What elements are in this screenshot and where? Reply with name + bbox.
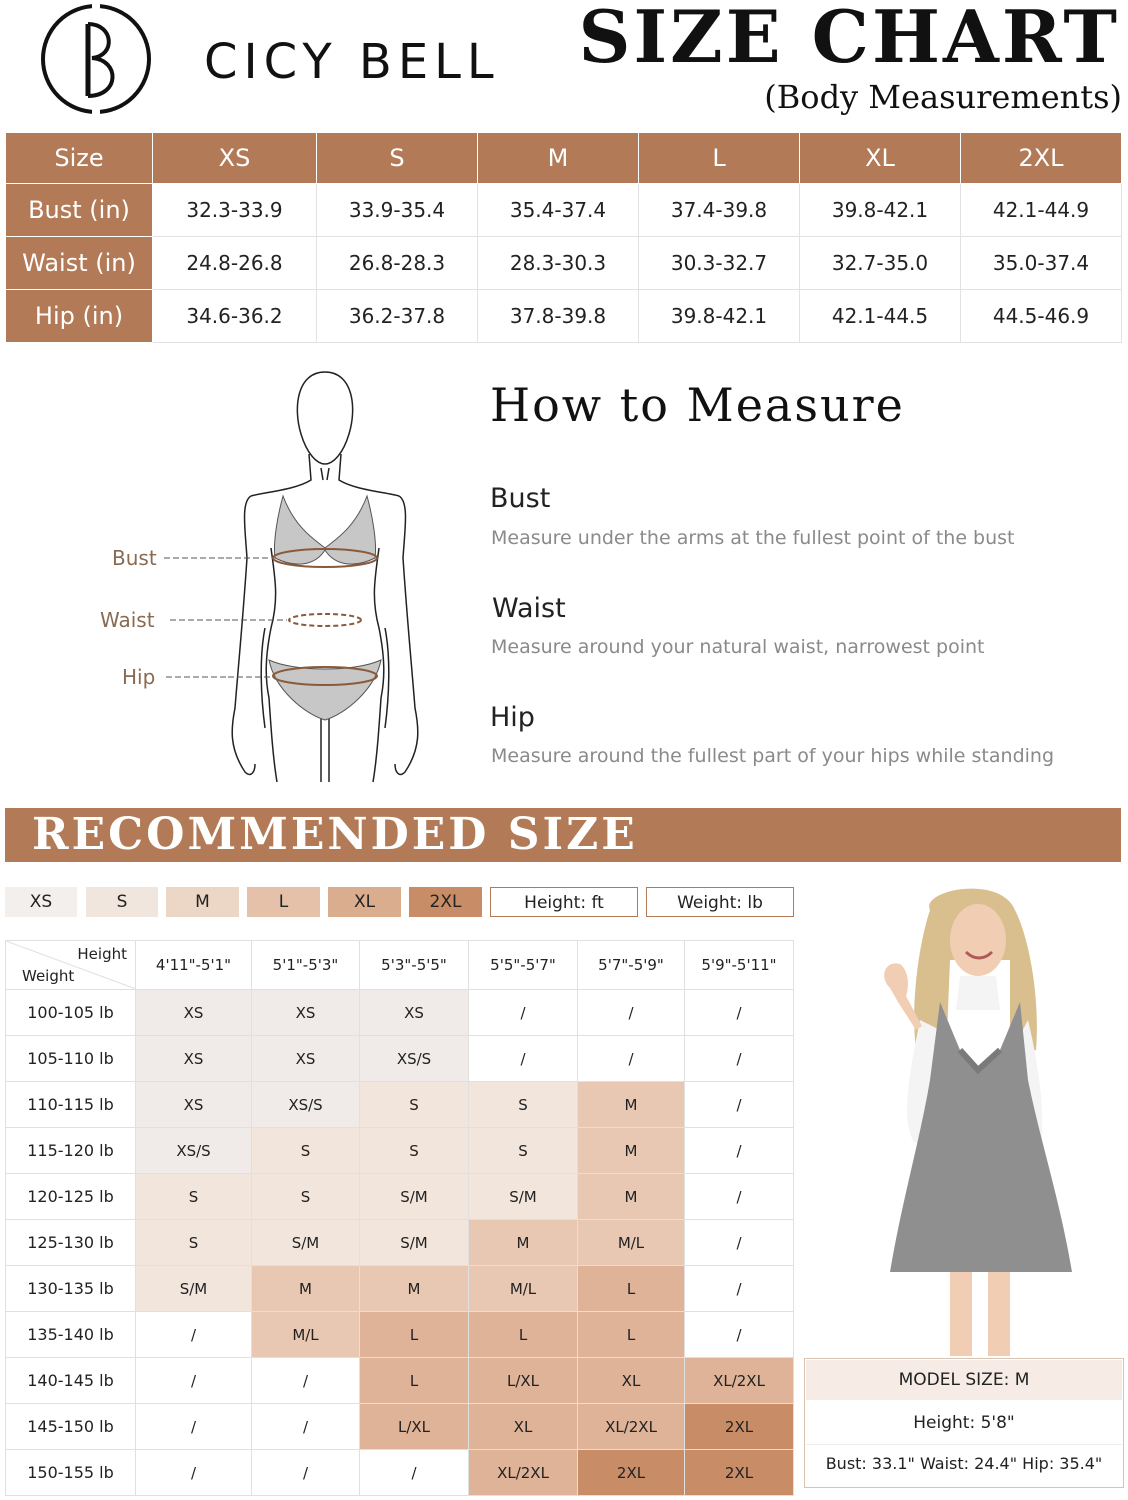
table-cell: 42.1-44.9 — [961, 184, 1122, 237]
grid-cell: / — [136, 1404, 252, 1450]
height-header: 4'11"-5'1" — [136, 941, 252, 990]
grid-cell: / — [136, 1450, 252, 1496]
grid-cell: / — [252, 1404, 360, 1450]
grid-cell: S/M — [360, 1220, 469, 1266]
row-label: Bust (in) — [6, 184, 153, 237]
header-cell: Size — [6, 133, 153, 184]
grid-cell: / — [136, 1312, 252, 1358]
legend-xs: XS — [5, 887, 77, 917]
table-cell: 44.5-46.9 — [961, 290, 1122, 343]
grid-cell: XS — [136, 1082, 252, 1128]
grid-cell: S/M — [469, 1174, 578, 1220]
grid-row — [6, 1128, 794, 1174]
grid-cell: M — [578, 1082, 685, 1128]
grid-cell: L — [360, 1358, 469, 1404]
page-subtitle: (Body Measurements) — [764, 78, 1122, 116]
grid-cell: M — [360, 1266, 469, 1312]
grid-cell: / — [685, 1312, 794, 1358]
grid-cell: S/M — [252, 1220, 360, 1266]
weight-label: 115-120 lb — [6, 1128, 136, 1174]
grid-cell: / — [685, 1082, 794, 1128]
body-figure-illustration — [225, 368, 420, 788]
measure-desc-waist: Measure around your natural waist, narrowest point — [491, 636, 985, 658]
grid-cell: S/M — [360, 1174, 469, 1220]
legend-weight: Weight: lb — [646, 887, 794, 917]
weight-label: 135-140 lb — [6, 1312, 136, 1358]
grid-cell: M/L — [578, 1220, 685, 1266]
grid-cell: / — [685, 1266, 794, 1312]
measure-desc-bust: Measure under the arms at the fullest point of the bust — [491, 527, 1015, 549]
table-cell: 34.6-36.2 — [153, 290, 317, 343]
weight-label: 125-130 lb — [6, 1220, 136, 1266]
grid-cell: M/L — [252, 1312, 360, 1358]
grid-cell: M — [578, 1128, 685, 1174]
grid-row — [6, 1220, 794, 1266]
grid-cell: XS — [136, 1036, 252, 1082]
measure-heading-hip: Hip — [490, 702, 535, 733]
grid-row — [6, 1404, 794, 1450]
table-cell: 39.8-42.1 — [800, 184, 961, 237]
grid-cell: M/L — [469, 1266, 578, 1312]
grid-cell: XL — [578, 1358, 685, 1404]
legend-height: Height: ft — [490, 887, 638, 917]
height-header: 5'3"-5'5" — [360, 941, 469, 990]
table-cell: 32.3-33.9 — [153, 184, 317, 237]
grid-cell: XL — [469, 1404, 578, 1450]
grid-row — [6, 1266, 794, 1312]
grid-cell: / — [685, 1128, 794, 1174]
grid-cell: XS/S — [360, 1036, 469, 1082]
grid-cell: L — [578, 1312, 685, 1358]
table-row — [6, 184, 1122, 237]
grid-header-row — [6, 941, 794, 990]
grid-cell: S/M — [136, 1266, 252, 1312]
grid-cell: / — [685, 990, 794, 1036]
weight-label: 105-110 lb — [6, 1036, 136, 1082]
size-table — [5, 132, 1122, 343]
legend-2xl: 2XL — [409, 887, 482, 917]
legend-l: L — [247, 887, 320, 917]
grid-cell: XL/2XL — [578, 1404, 685, 1450]
figure-label-hip: Hip — [122, 665, 156, 689]
table-cell: 35.0-37.4 — [961, 237, 1122, 290]
grid-cell: XS — [252, 1036, 360, 1082]
measure-heading-bust: Bust — [490, 483, 551, 514]
grid-cell: L — [469, 1312, 578, 1358]
table-cell: 39.8-42.1 — [639, 290, 800, 343]
grid-cell: / — [578, 1036, 685, 1082]
height-header: 5'9"-5'11" — [685, 941, 794, 990]
weight-label: 130-135 lb — [6, 1266, 136, 1312]
grid-cell: S — [360, 1082, 469, 1128]
grid-cell: / — [469, 1036, 578, 1082]
table-cell: 24.8-26.8 — [153, 237, 317, 290]
grid-cell: XS — [360, 990, 469, 1036]
legend-s: S — [86, 887, 158, 917]
grid-cell: L/XL — [360, 1404, 469, 1450]
recommended-title: RECOMMENDED SIZE — [32, 809, 638, 860]
weight-label: 120-125 lb — [6, 1174, 136, 1220]
weight-label: 110-115 lb — [6, 1082, 136, 1128]
table-cell: 36.2-37.8 — [317, 290, 478, 343]
grid-cell: 2XL — [685, 1450, 794, 1496]
size-table-header — [6, 133, 1122, 184]
grid-cell: M — [469, 1220, 578, 1266]
grid-cell: / — [136, 1358, 252, 1404]
grid-cell: L — [360, 1312, 469, 1358]
header-cell: M — [478, 133, 639, 184]
grid-row — [6, 1450, 794, 1496]
height-header: 5'1"-5'3" — [252, 941, 360, 990]
model-height: Height: 5'8" — [806, 1402, 1122, 1445]
grid-cell: L — [578, 1266, 685, 1312]
figure-label-bust: Bust — [112, 546, 157, 570]
table-cell: 37.4-39.8 — [639, 184, 800, 237]
grid-row — [6, 1312, 794, 1358]
table-cell: 42.1-44.5 — [800, 290, 961, 343]
grid-cell: L/XL — [469, 1358, 578, 1404]
table-cell: 30.3-32.7 — [639, 237, 800, 290]
table-cell: 37.8-39.8 — [478, 290, 639, 343]
grid-row — [6, 1174, 794, 1220]
grid-row — [6, 1358, 794, 1404]
row-label: Waist (in) — [6, 237, 153, 290]
weight-label: 100-105 lb — [6, 990, 136, 1036]
table-cell: 33.9-35.4 — [317, 184, 478, 237]
grid-cell: / — [685, 1174, 794, 1220]
brand-name: CICY BELL — [204, 34, 500, 90]
table-row — [6, 237, 1122, 290]
grid-cell: 2XL — [685, 1404, 794, 1450]
grid-cell: XS/S — [252, 1082, 360, 1128]
figure-label-waist: Waist — [100, 608, 155, 632]
how-to-measure-title: How to Measure — [490, 378, 905, 432]
grid-cell: / — [252, 1358, 360, 1404]
grid-cell: S — [136, 1220, 252, 1266]
recommendation-grid — [5, 940, 794, 1496]
model-size: MODEL SIZE: M — [806, 1360, 1122, 1400]
legend-xl: XL — [328, 887, 401, 917]
grid-cell: / — [469, 990, 578, 1036]
grid-cell: S — [360, 1128, 469, 1174]
grid-cell: S — [252, 1128, 360, 1174]
grid-cell: S — [136, 1174, 252, 1220]
grid-cell: M — [252, 1266, 360, 1312]
page-title: SIZE CHART — [578, 0, 1120, 79]
grid-cell: XS/S — [136, 1128, 252, 1174]
corner-weight-label: Weight — [22, 967, 75, 985]
grid-cell: / — [578, 990, 685, 1036]
grid-cell: S — [469, 1082, 578, 1128]
table-cell: 26.8-28.3 — [317, 237, 478, 290]
corner-height-label: Height — [77, 945, 127, 963]
grid-cell: XL/2XL — [469, 1450, 578, 1496]
model-measurements: Bust: 33.1" Waist: 24.4" Hip: 35.4" — [825, 1454, 1103, 1473]
grid-row — [6, 990, 794, 1036]
grid-cell: / — [685, 1220, 794, 1266]
table-row — [6, 290, 1122, 343]
header-cell: S — [317, 133, 478, 184]
grid-row — [6, 1036, 794, 1082]
brand-logo — [40, 4, 152, 114]
weight-label: 150-155 lb — [6, 1450, 136, 1496]
grid-cell: / — [360, 1450, 469, 1496]
grid-cell: / — [252, 1450, 360, 1496]
grid-cell: S — [252, 1174, 360, 1220]
weight-label: 140-145 lb — [6, 1358, 136, 1404]
measure-heading-waist: Waist — [492, 593, 566, 624]
height-header: 5'7"-5'9" — [578, 941, 685, 990]
grid-cell: XL/2XL — [685, 1358, 794, 1404]
row-label: Hip (in) — [6, 290, 153, 343]
header-cell: XS — [153, 133, 317, 184]
table-cell: 28.3-30.3 — [478, 237, 639, 290]
grid-corner-cell — [6, 941, 136, 990]
header-cell: 2XL — [961, 133, 1122, 184]
legend-m: M — [166, 887, 239, 917]
measure-desc-hip: Measure around the fullest part of your hips while standing — [491, 745, 1055, 767]
weight-label: 145-150 lb — [6, 1404, 136, 1450]
grid-cell: M — [578, 1174, 685, 1220]
header-cell: XL — [800, 133, 961, 184]
grid-cell: / — [685, 1036, 794, 1082]
table-cell: 35.4-37.4 — [478, 184, 639, 237]
header-cell: L — [639, 133, 800, 184]
grid-cell: S — [469, 1128, 578, 1174]
grid-cell: XS — [136, 990, 252, 1036]
height-header: 5'5"-5'7" — [469, 941, 578, 990]
grid-cell: 2XL — [578, 1450, 685, 1496]
grid-row — [6, 1082, 794, 1128]
leader-lines — [160, 550, 230, 690]
grid-cell: XS — [252, 990, 360, 1036]
model-photo — [850, 880, 1100, 1356]
table-cell: 32.7-35.0 — [800, 237, 961, 290]
